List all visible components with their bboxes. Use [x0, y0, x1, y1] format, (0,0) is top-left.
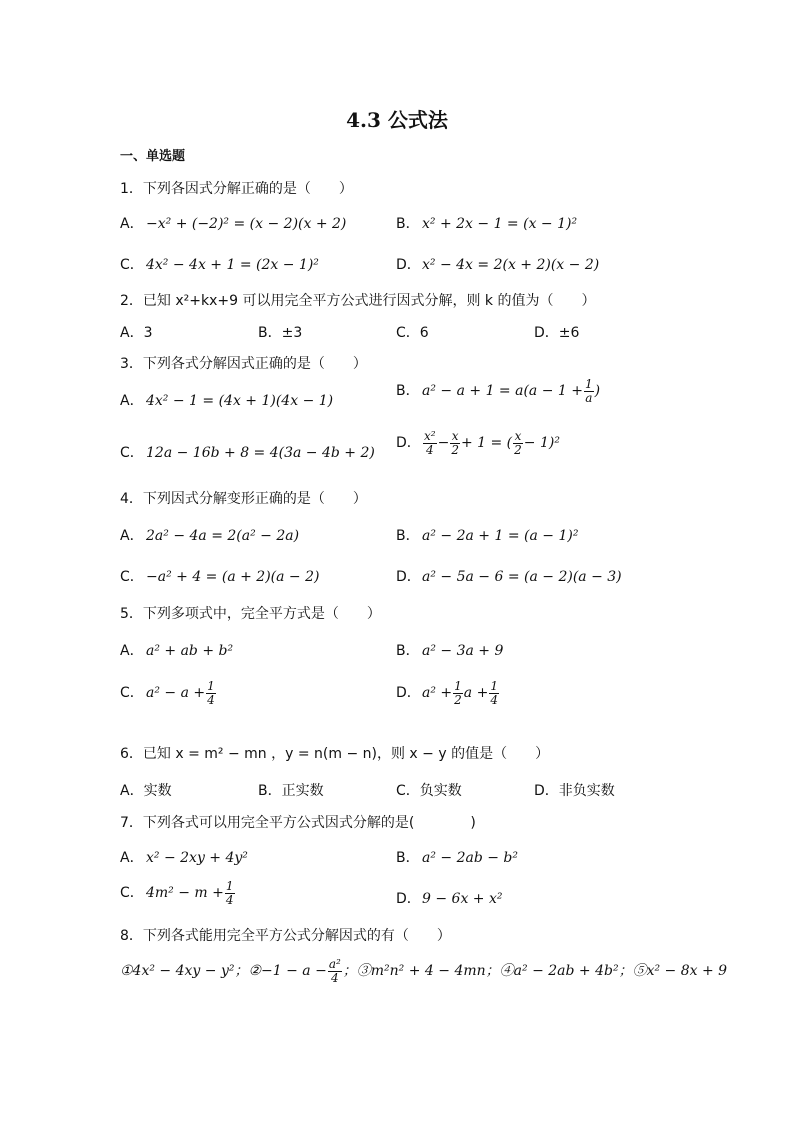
q2-option-a: A．3 [120, 325, 153, 341]
q5-option-c: C． a² − a + $\frac{1}{4}$ [120, 679, 215, 707]
question-6-stem: 6．已知 x = m² − mn ，y = n(m − n)，则 x − y 的值是（ ） [120, 746, 550, 762]
q5-option-d: D．a² + $\frac{1}{2}$ a + $\frac{1}{4}$ [396, 679, 498, 707]
q7-option-d: D．9 − 6x + x² [396, 891, 503, 907]
q8-expressions: ①4x² − 4xy − y²；②−1 − a − $\frac{\text{a²}}{4}$ ；③m²n² + 4 − 4mn；④a² − 2ab + 4b²；⑤x² − 8x + 9 [120, 957, 728, 985]
question-7-stem: 7．下列各式可以用完全平方公式因式分解的是( ) [120, 815, 476, 831]
q1-option-c: C． 4x² − 4x + 1 = (2x − 1)² [120, 257, 319, 273]
question-4-stem: 4．下列因式分解变形正确的是（ ） [120, 491, 367, 507]
q3-option-a: A． 4x² − 1 = (4x + 1)(4x − 1) [120, 393, 334, 409]
q6-option-a: A．实数 [120, 783, 172, 799]
q1-option-b: B． x² + 2x − 1 = (x − 1)² [396, 216, 578, 232]
q1-option-d: D．x² − 4x = 2(x + 2)(x − 2) [396, 257, 600, 273]
question-8-stem: 8．下列各式能用完全平方公式分解因式的有（ ） [120, 928, 451, 944]
q3-option-b: B． a² − a + 1 = a(a − 1 + $\frac{1}{a}$ ) [396, 377, 601, 405]
question-5-stem: 5．下列多项式中，完全平方式是（ ） [120, 606, 381, 622]
q6-option-b: B．正实数 [258, 783, 324, 799]
q4-option-a: A． 2a² − 4a = 2(a² − 2a) [120, 528, 300, 544]
q3-option-d: D． $\frac{\text{x²}}{4}$ − $\frac{x}{2}$ + 1 = ( $\frac{x}{2}$ − 1)² [396, 429, 560, 457]
q4-option-d: D．a² − 5a − 6 = (a − 2)(a − 3) [396, 569, 622, 585]
section-heading: 一、单选题 [120, 149, 186, 164]
page-title: 4.3 公式法 [346, 108, 448, 132]
question-2-stem: 2．已知 x²+kx+9 可以用完全平方公式进行因式分解，则 k 的值为（ ） [120, 293, 596, 309]
q2-option-b: B．±3 [258, 325, 303, 341]
q7-option-c: C． 4m² − m + $\frac{1}{4}$ [120, 879, 234, 907]
q6-option-d: D．非负实数 [534, 783, 615, 799]
q4-option-c: C． −a² + 4 = (a + 2)(a − 2) [120, 569, 320, 585]
question-3-stem: 3．下列各式分解因式正确的是（ ） [120, 356, 367, 372]
q7-option-a: A． x² − 2xy + 4y² [120, 850, 248, 866]
q2-option-d: D．±6 [534, 325, 580, 341]
question-1-stem: 1．下列各因式分解正确的是（ ） [120, 181, 353, 197]
q3-option-c: C． 12a − 16b + 8 = 4(3a − 4b + 2) [120, 445, 375, 461]
q7-option-b: B． a² − 2ab − b² [396, 850, 519, 866]
q5-option-a: A． a² + ab + b² [120, 643, 234, 659]
q6-option-c: C．负实数 [396, 783, 462, 799]
q5-option-b: B． a² − 3a + 9 [396, 643, 504, 659]
q2-option-c: C．6 [396, 325, 429, 341]
q4-option-b: B． a² − 2a + 1 = (a − 1)² [396, 528, 579, 544]
q1-option-a: A． −x² + (−2)² = (x − 2)(x + 2) [120, 216, 347, 232]
